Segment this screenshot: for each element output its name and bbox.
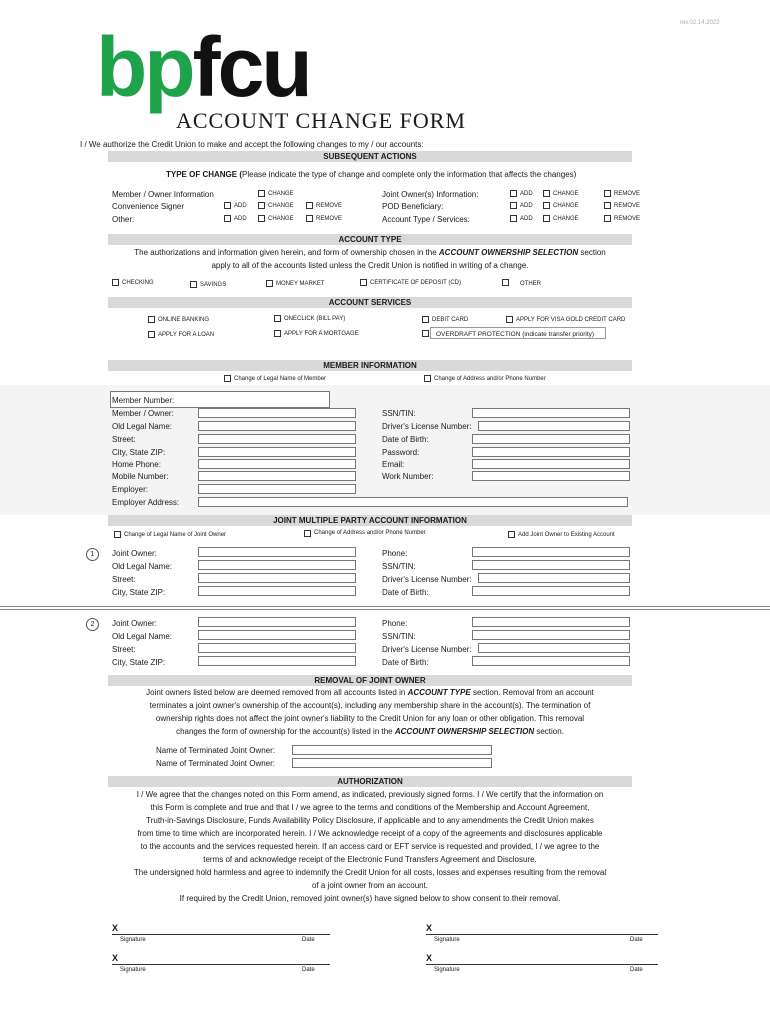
label-password: Password:	[382, 448, 420, 457]
cd-checkbox[interactable]	[360, 279, 367, 286]
apply-loan-label: APPLY FOR A LOAN	[158, 332, 215, 338]
row-account-type-services: Account Type / Services:	[382, 215, 470, 224]
j1-phone-field[interactable]	[472, 547, 630, 557]
row-member-owner-info: Member / Owner Information	[112, 190, 214, 199]
subsequent-actions-heading: SUBSEQUENT ACTIONS	[108, 151, 632, 162]
label-work-number: Work Number:	[382, 472, 434, 481]
j1-label-ssn: SSN/TIN:	[382, 562, 416, 571]
sig-3-x: X	[112, 953, 119, 963]
joint-remove-label: REMOVE	[614, 191, 641, 197]
checking-checkbox[interactable]	[112, 279, 119, 286]
label-street: Street:	[112, 435, 136, 444]
member-address-checkbox[interactable]	[424, 375, 431, 382]
other-add-label: ADD	[234, 216, 247, 222]
j1-label-phone: Phone:	[382, 549, 408, 558]
signer-change-label: CHANGE	[268, 203, 294, 209]
oneclick-checkbox[interactable]	[274, 315, 281, 322]
online-banking-checkbox[interactable]	[148, 316, 155, 323]
signer-add-checkbox[interactable]	[224, 202, 231, 209]
work-number-field[interactable]	[472, 471, 630, 481]
signature-line-2[interactable]	[426, 934, 658, 935]
pod-add-checkbox[interactable]	[510, 202, 517, 209]
sig-2-date-label: Date	[630, 937, 643, 943]
signer-change-checkbox[interactable]	[258, 202, 265, 209]
form-title: ACCOUNT CHANGE FORM	[176, 108, 466, 133]
sig-4-x: X	[426, 953, 433, 963]
j1-old-legal-name-field[interactable]	[198, 560, 356, 570]
apply-loan-checkbox[interactable]	[148, 331, 155, 338]
j2-label-ssn: SSN/TIN:	[382, 632, 416, 641]
j1-label-city: City, State ZIP:	[112, 588, 166, 597]
home-phone-field[interactable]	[198, 459, 356, 469]
j2-old-legal-name-field[interactable]	[198, 630, 356, 640]
signature-line-1[interactable]	[112, 934, 330, 935]
pod-change-label: CHANGE	[553, 203, 579, 209]
add-joint-owner-label: Add Joint Owner to Existing Account	[518, 532, 615, 538]
j2-label-city: City, State ZIP:	[112, 658, 166, 667]
bpfcu-logo	[96, 22, 310, 112]
sig-4-date-label: Date	[630, 967, 643, 973]
overdraft-priority-field[interactable]	[430, 327, 606, 339]
sig-1-x: X	[112, 923, 119, 933]
auth-line-1: I / We agree that the changes noted on this Form amend, as indicated, previously signed forms. I / We certify that the information on	[136, 790, 604, 799]
j1-street-field[interactable]	[198, 573, 356, 583]
terminated-owner-label-2: Name of Terminated Joint Owner:	[156, 759, 276, 768]
sig-3-date-label: Date	[302, 967, 315, 973]
sig-4-signature-label: Signature	[434, 967, 460, 973]
overdraft-label: OVERDRAFT PROTECTION (indicate transfer priority)	[436, 331, 595, 338]
cd-label: CERTIFICATE OF DEPOSIT (CD)	[370, 280, 462, 286]
j1-label-joint-owner: Joint Owner:	[112, 549, 157, 558]
visa-gold-checkbox[interactable]	[506, 316, 513, 323]
j2-dob-field[interactable]	[472, 656, 630, 666]
auth-line-7: The undersigned hold harmless and agree to indemnify the Credit Union for all costs, losses and expenses resulting from the removal	[133, 868, 607, 877]
member-change-checkbox[interactable]	[258, 190, 265, 197]
j2-label-phone: Phone:	[382, 619, 408, 628]
checking-label: CHECKING	[122, 280, 154, 286]
apply-mortgage-label: APPLY FOR A MORTGAGE	[284, 331, 359, 337]
j2-phone-field[interactable]	[472, 617, 630, 627]
auth-line-3: Truth-in-Savings Disclosure, Funds Availability Policy Disclosure, if applicable and to any amendments the Credit Union makes	[146, 816, 594, 825]
j2-label-street: Street:	[112, 645, 136, 654]
signature-line-3[interactable]	[112, 964, 330, 965]
label-drivers-license: Driver's License Number:	[382, 422, 472, 431]
ssn-field[interactable]	[472, 408, 630, 418]
sig-3-signature-label: Signature	[120, 967, 146, 973]
account-type-text-2: apply to all of the accounts listed unless the Credit Union is notified in writing of a change.	[211, 261, 529, 270]
dob-field[interactable]	[472, 434, 630, 444]
j2-street-field[interactable]	[198, 643, 356, 653]
pod-remove-label: REMOVE	[614, 203, 641, 209]
terminated-owner-field-1[interactable]	[292, 745, 492, 755]
password-field[interactable]	[472, 447, 630, 457]
member-owner-field[interactable]	[198, 408, 356, 418]
joint-info-heading: JOINT MULTIPLE PARTY ACCOUNT INFORMATION	[108, 515, 632, 526]
joint-separator	[0, 606, 770, 607]
j2-label-dl: Driver's License Number:	[382, 645, 472, 654]
j1-ssn-field[interactable]	[472, 560, 630, 570]
removal-text-3: ownership rights does not affect the joint owner's liability to the Credit Union for any loan or other obligation. This removal	[155, 714, 585, 723]
member-legal-name-label: Change of Legal Name of Member	[234, 376, 327, 382]
label-old-legal-name: Old Legal Name:	[112, 422, 173, 431]
member-legal-name-checkbox[interactable]	[224, 375, 231, 382]
label-member-number: Member Number:	[112, 396, 175, 405]
j2-label-dob: Date of Birth:	[382, 658, 429, 667]
employer-address-field[interactable]	[198, 497, 628, 507]
row-pod-beneficiary: POD Beneficiary:	[382, 202, 444, 211]
apply-mortgage-checkbox[interactable]	[274, 330, 281, 337]
j2-dl-field[interactable]	[478, 643, 630, 653]
sig-2-signature-label: Signature	[434, 937, 460, 943]
acct-change-checkbox[interactable]	[543, 215, 550, 222]
joint-remove-checkbox[interactable]	[604, 190, 611, 197]
label-employer-address: Employer Address:	[112, 498, 180, 507]
other-type-label: OTHER	[520, 281, 541, 287]
pod-remove-checkbox[interactable]	[604, 202, 611, 209]
j1-label-old-legal-name: Old Legal Name:	[112, 562, 173, 571]
authorization-heading: AUTHORIZATION	[108, 776, 632, 787]
other-add-checkbox[interactable]	[224, 215, 231, 222]
account-type-heading: ACCOUNT TYPE	[108, 234, 632, 245]
other-type-checkbox[interactable]	[502, 279, 509, 286]
sig-1-date-label: Date	[302, 937, 315, 943]
removal-heading: REMOVAL OF JOINT OWNER	[108, 675, 632, 686]
online-banking-label: ONLINE BANKING	[158, 317, 210, 323]
j2-label-joint-owner: Joint Owner:	[112, 619, 157, 628]
mobile-number-field[interactable]	[198, 471, 356, 481]
joint-legal-name-label: Change of Legal Name of Joint Owner	[124, 532, 227, 538]
label-email: Email:	[382, 460, 405, 469]
auth-line-5: to the accounts and the services requested herein. If an access card or EFT service is requested and provided, I / we agree to the	[140, 842, 600, 851]
member-info-heading: MEMBER INFORMATION	[108, 360, 632, 371]
terminated-owner-label-1: Name of Terminated Joint Owner:	[156, 746, 276, 755]
overdraft-checkbox[interactable]	[422, 330, 429, 337]
joint-owner-2-number: 2	[86, 618, 99, 631]
savings-label: SAVINGS	[200, 282, 227, 288]
removal-text-1: Joint owners listed below are deemed removed from all accounts listed in ACCOUNT TYPE section. Removal from an account	[146, 688, 594, 697]
joint-add-label: ADD	[520, 191, 533, 197]
street-field[interactable]	[198, 434, 356, 444]
j2-city-field[interactable]	[198, 656, 356, 666]
signer-remove-checkbox[interactable]	[306, 202, 313, 209]
debit-card-checkbox[interactable]	[422, 316, 429, 323]
j1-dl-field[interactable]	[478, 573, 630, 583]
savings-checkbox[interactable]	[190, 281, 197, 288]
money-market-label: MONEY MARKET	[276, 281, 325, 287]
account-services-heading: ACCOUNT SERVICES	[108, 297, 632, 308]
label-home-phone: Home Phone:	[112, 460, 161, 469]
member-address-label: Change of Address and/or Phone Number	[434, 376, 546, 382]
j1-joint-owner-field[interactable]	[198, 547, 356, 557]
joint-separator-2	[0, 609, 770, 610]
joint-address-label: Change of Address and/or Phone Number	[314, 530, 426, 536]
acct-add-label: ADD	[520, 216, 533, 222]
j2-ssn-field[interactable]	[472, 630, 630, 640]
member-change-label: CHANGE	[268, 191, 294, 197]
other-remove-label: REMOVE	[316, 216, 343, 222]
sig-2-x: X	[426, 923, 433, 933]
label-employer: Employer:	[112, 485, 149, 494]
joint-owner-1-number: 1	[86, 548, 99, 561]
other-change-label: CHANGE	[268, 216, 294, 222]
city-state-zip-field[interactable]	[198, 447, 356, 457]
signer-remove-label: REMOVE	[316, 203, 343, 209]
removal-text-2: terminates a joint owner's ownership of the account(s), including any membership share in the account(s). The termination of	[149, 701, 591, 710]
type-of-change-text: TYPE OF CHANGE (Please indicate the type of change and complete only the information that affects the changes)	[166, 170, 577, 179]
j1-label-street: Street:	[112, 575, 136, 584]
j2-joint-owner-field[interactable]	[198, 617, 356, 627]
j2-label-old-legal-name: Old Legal Name:	[112, 632, 173, 641]
acct-add-checkbox[interactable]	[510, 215, 517, 222]
j1-city-field[interactable]	[198, 586, 356, 596]
pod-change-checkbox[interactable]	[543, 202, 550, 209]
label-city-state-zip: City, State ZIP:	[112, 448, 166, 457]
signer-add-label: ADD	[234, 203, 247, 209]
j1-dob-field[interactable]	[472, 586, 630, 596]
debit-card-label: DEBIT CARD	[432, 317, 469, 323]
acct-remove-checkbox[interactable]	[604, 215, 611, 222]
j1-label-dl: Driver's License Number:	[382, 575, 472, 584]
joint-change-checkbox[interactable]	[543, 190, 550, 197]
intro-text: I / We authorize the Credit Union to make and accept the following changes to my / our accounts:	[80, 140, 424, 149]
auth-line-6: terms of and acknowledge receipt of the Electronic Fund Transfers Agreement and Disclosure.	[203, 855, 537, 864]
auth-line-9: If required by the Credit Union, removed joint owner(s) have signed below to show consent to their removal.	[179, 894, 561, 903]
logo-fcu: fcu	[192, 20, 310, 114]
drivers-license-field[interactable]	[478, 421, 630, 431]
revision-code: rev.02.14.2022	[680, 20, 720, 26]
row-joint-owner-info: Joint Owner(s) Information:	[382, 190, 479, 199]
label-ssn: SSN/TIN:	[382, 409, 416, 418]
j1-label-dob: Date of Birth:	[382, 588, 429, 597]
terminated-owner-field-2[interactable]	[292, 758, 492, 768]
sig-1-signature-label: Signature	[120, 937, 146, 943]
other-remove-checkbox[interactable]	[306, 215, 313, 222]
logo-bp: bp	[96, 20, 193, 114]
row-other: Other:	[112, 215, 135, 224]
label-dob: Date of Birth:	[382, 435, 429, 444]
joint-legal-name-checkbox[interactable]	[114, 531, 121, 538]
removal-text-4: changes the form of ownership for the account(s) listed in the ACCOUNT OWNERSHIP SELECTION section.	[176, 727, 564, 736]
other-change-checkbox[interactable]	[258, 215, 265, 222]
add-joint-owner-checkbox[interactable]	[508, 531, 515, 538]
acct-change-label: CHANGE	[553, 216, 579, 222]
email-field[interactable]	[472, 459, 630, 469]
auth-line-4: from time to time which are incorporated herein. I / We acknowledge receipt of a copy of the agreements and disclosures applicable	[137, 829, 603, 838]
joint-add-checkbox[interactable]	[510, 190, 517, 197]
pod-add-label: ADD	[520, 203, 533, 209]
row-convenience-signer: Convenience Signer	[112, 202, 185, 211]
auth-line-8: of a joint owner from an account.	[311, 881, 429, 890]
old-legal-name-field[interactable]	[198, 421, 356, 431]
signature-line-4[interactable]	[426, 964, 658, 965]
joint-address-checkbox[interactable]	[304, 530, 311, 537]
joint-change-label: CHANGE	[553, 191, 579, 197]
account-type-text-1: The authorizations and information given herein, and form of ownership chosen in the ACCOUNT OWNERSHIP SELECTION section	[134, 248, 606, 257]
label-mobile-number: Mobile Number:	[112, 472, 169, 481]
acct-remove-label: REMOVE	[614, 216, 641, 222]
label-member-owner: Member / Owner:	[112, 409, 174, 418]
visa-gold-label: APPLY FOR VISA GOLD CREDIT CARD	[516, 317, 626, 323]
oneclick-label: ONECLICK (BILL PAY)	[284, 316, 346, 322]
employer-field[interactable]	[198, 484, 356, 494]
money-market-checkbox[interactable]	[266, 280, 273, 287]
auth-line-2: this Form is complete and true and that I / we agree to the terms and conditions of the Membership and Account Agreement,	[150, 803, 590, 812]
